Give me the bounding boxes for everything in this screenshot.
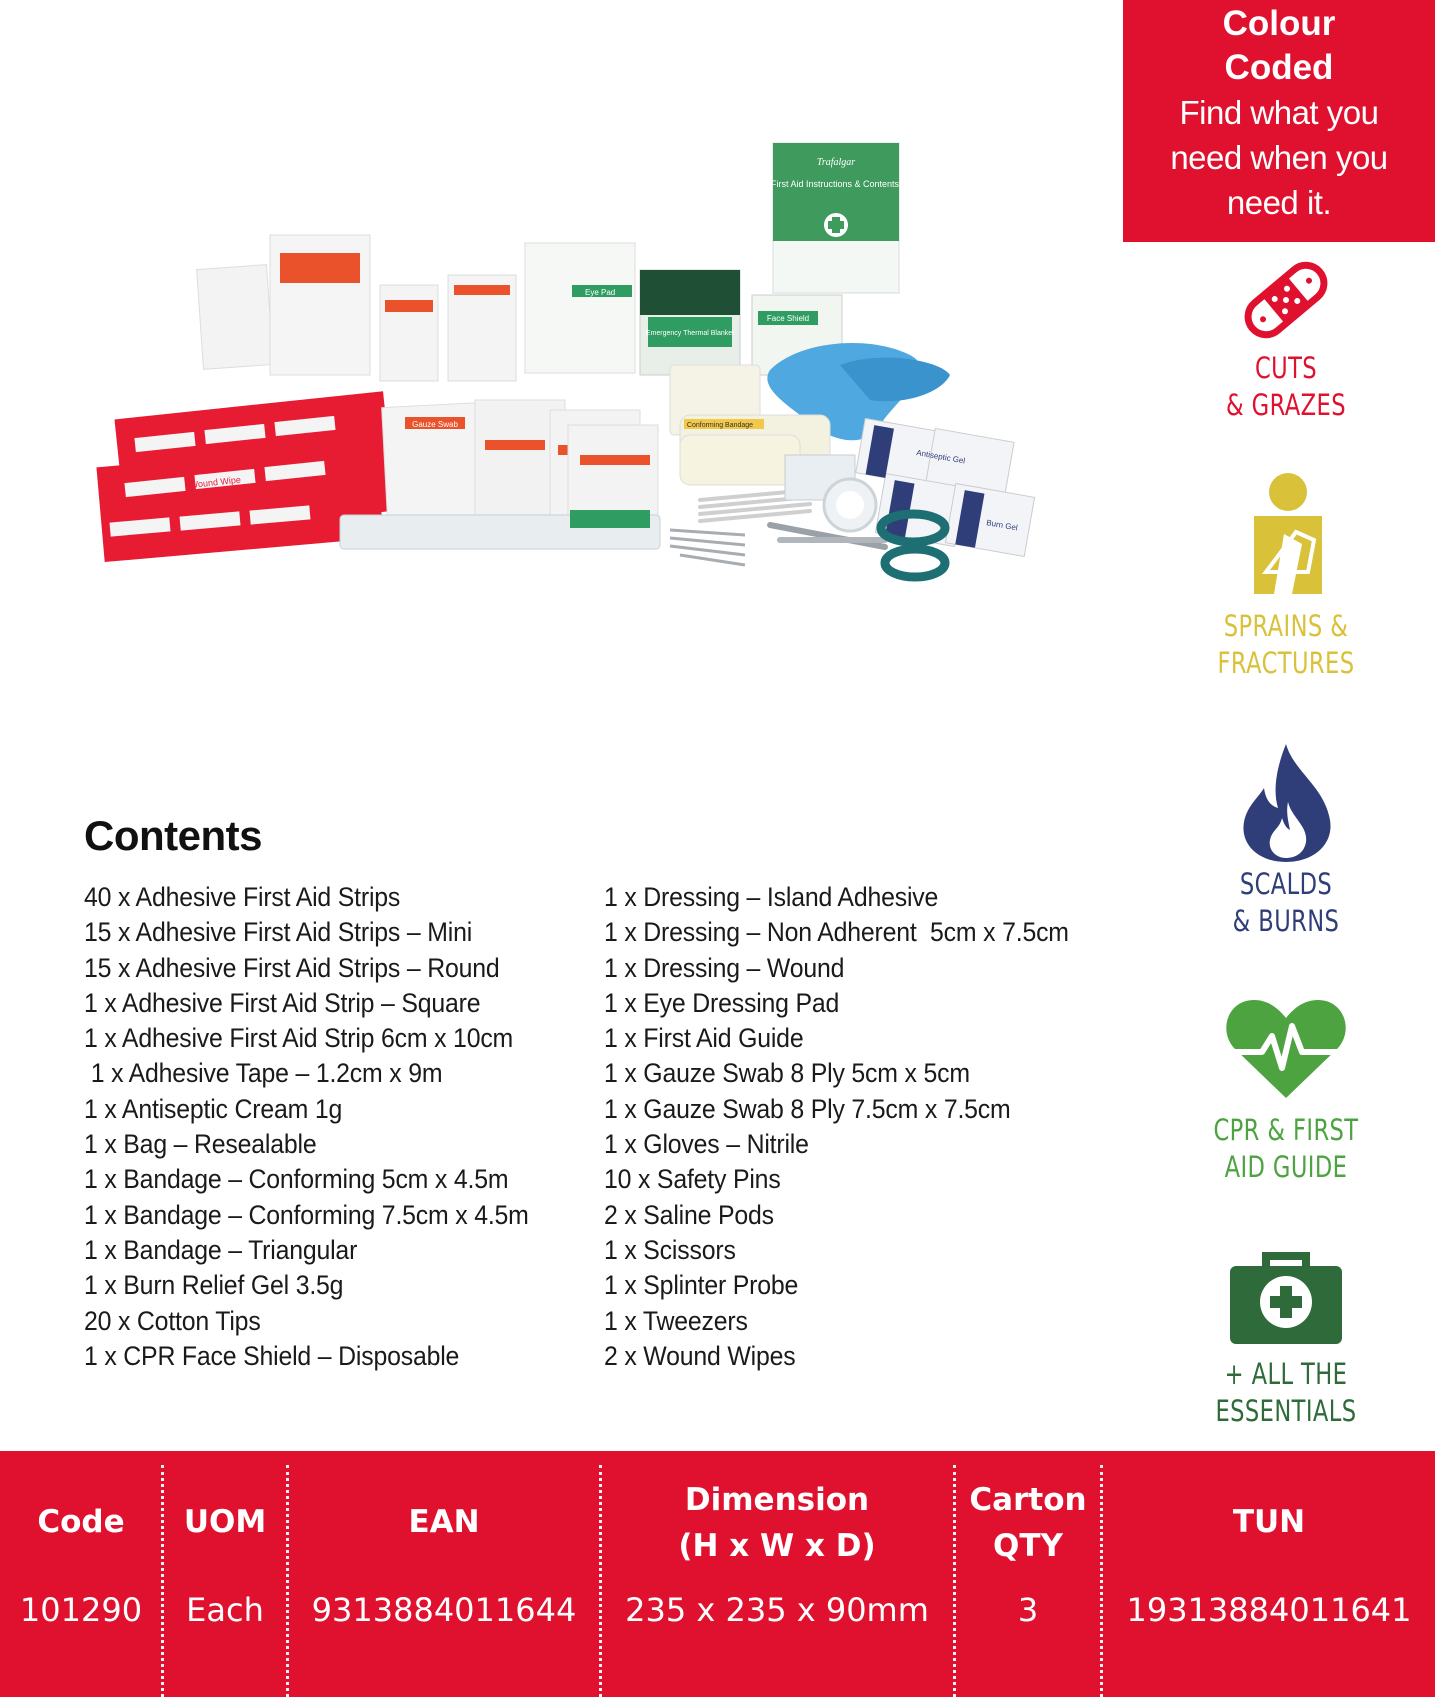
list-item: 2 x Saline Pods xyxy=(604,1199,774,1230)
bandage-label: Conforming Bandage xyxy=(686,422,754,429)
list-item: 1 x First Aid Guide xyxy=(604,1023,804,1054)
callout-sub-line3: need it. xyxy=(1226,184,1332,221)
heart-pulse-icon xyxy=(1222,996,1350,1100)
callout-sub-line2: need when you xyxy=(1170,139,1388,176)
sling-arm-icon xyxy=(1236,472,1336,600)
antiseptic-label: Antiseptic Gel xyxy=(915,448,966,466)
list-item: 1 x Antiseptic Cream 1g xyxy=(84,1093,343,1124)
contents-heading: Contents xyxy=(84,812,262,859)
list-item: 1 x Bag – Resealable xyxy=(84,1129,317,1160)
face-shield-label: Face Shield xyxy=(766,314,810,323)
list-item: 1 x Dressing – Non Adherent 5cm x 7.5cm xyxy=(604,917,1069,948)
list-item: 1 x Adhesive First Aid Strip – Square xyxy=(84,987,481,1018)
list-item: 1 x CPR Face Shield – Disposable xyxy=(84,1340,460,1371)
spec-header-uom: UOM xyxy=(183,1504,267,1540)
list-item: 1 x Adhesive Tape – 1.2cm x 9m xyxy=(84,1058,443,1089)
category-scalds-line1: SCALDS xyxy=(1239,867,1333,901)
category-cpr-line2: AID GUIDE xyxy=(1224,1150,1348,1184)
spec-col-code xyxy=(0,1451,162,1697)
category-scalds-burns xyxy=(1186,744,1386,940)
spec-header-carton-line2: QTY xyxy=(993,1528,1063,1564)
category-cuts-line2: & GRAZES xyxy=(1226,388,1346,422)
burn-gel-label: Burn Gel xyxy=(985,518,1019,533)
category-cpr-guide xyxy=(1186,996,1386,1186)
first-aid-kit-icon xyxy=(1228,1248,1344,1346)
callout-title-line1: Colour xyxy=(1222,4,1336,43)
category-cuts-line1: CUTS xyxy=(1254,351,1318,385)
list-item: 40 x Adhesive First Aid Strips xyxy=(84,882,401,912)
category-essentials-line2: ESSENTIALS xyxy=(1215,1394,1357,1428)
guide-brand: Trafalgar xyxy=(816,157,856,168)
list-item: 1 x Dressing – Island Adhesive xyxy=(604,882,939,912)
list-item: 1 x Gauze Swab 8 Ply 7.5cm x 7.5cm xyxy=(604,1093,1011,1124)
colour-coded-callout xyxy=(1123,0,1435,242)
category-essentials-line1: + ALL THE xyxy=(1224,1357,1348,1391)
eye-pad-label: Eye Pad xyxy=(585,288,616,297)
list-item: 1 x Bandage – Conforming 7.5cm x 4.5m xyxy=(84,1199,529,1230)
list-item: 20 x Cotton Tips xyxy=(84,1305,261,1336)
first-aid-contents-illustration xyxy=(80,135,1160,635)
wound-wipe-label: Wound Wipe xyxy=(189,474,242,490)
category-cpr-line1: CPR & FIRST xyxy=(1213,1113,1359,1147)
category-cuts-grazes xyxy=(1186,256,1386,424)
spec-value-ean: 9313884011644 xyxy=(311,1591,577,1629)
bandage-icon xyxy=(1238,256,1334,344)
contents-column-1 xyxy=(84,880,567,1374)
spec-col-uom xyxy=(164,1451,286,1697)
spec-header-code: Code xyxy=(37,1504,125,1540)
product-photo xyxy=(80,135,1160,635)
category-scalds-line2: & BURNS xyxy=(1232,904,1340,938)
list-item: 1 x Adhesive First Aid Strip 6cm x 10cm xyxy=(84,1023,514,1054)
list-item: 1 x Bandage – Triangular xyxy=(84,1234,358,1265)
list-item: 2 x Wound Wipes xyxy=(604,1340,796,1371)
spec-header-ean: EAN xyxy=(408,1504,480,1540)
callout-title-line2: Coded xyxy=(1224,48,1334,87)
category-sprains-fractures xyxy=(1186,472,1386,682)
contents-column-2 xyxy=(604,880,1109,1374)
category-sprains-line2: FRACTURES xyxy=(1217,646,1355,680)
spec-header-dimension-line1: Dimension xyxy=(684,1482,870,1518)
spec-col-ean xyxy=(289,1451,599,1697)
spec-value-carton: 3 xyxy=(1017,1591,1039,1629)
spec-value-tun: 19313884011641 xyxy=(1126,1591,1412,1629)
spec-header-tun: TUN xyxy=(1232,1504,1306,1540)
list-item: 10 x Safety Pins xyxy=(604,1164,781,1195)
spec-header-carton-line1: Carton xyxy=(969,1482,1087,1518)
list-item: 15 x Adhesive First Aid Strips – Mini xyxy=(84,917,473,948)
spec-header-dimension-line2: (H x W x D) xyxy=(678,1528,876,1564)
guide-title: Basic First Aid Instructions & Contents Guide xyxy=(746,179,926,189)
list-item: 1 x Splinter Probe xyxy=(604,1270,799,1301)
spec-value-uom: Each xyxy=(186,1591,264,1629)
spec-col-tun xyxy=(1103,1451,1435,1697)
list-item: 1 x Bandage – Conforming 5cm x 4.5m xyxy=(84,1164,509,1195)
list-item: 1 x Scissors xyxy=(604,1234,736,1265)
list-item: 15 x Adhesive First Aid Strips – Round xyxy=(84,952,500,983)
list-item: 1 x Eye Dressing Pad xyxy=(604,987,840,1018)
list-item: 1 x Gauze Swab 8 Ply 5cm x 5cm xyxy=(604,1058,970,1089)
spec-value-dimension: 235 x 235 x 90mm xyxy=(625,1591,929,1629)
flame-icon xyxy=(1236,744,1336,862)
spec-table xyxy=(0,1451,1435,1697)
list-item: 1 x Dressing – Wound xyxy=(604,952,845,983)
category-sprains-line1: SPRAINS & xyxy=(1223,609,1349,643)
blanket-label: Emergency Thermal Blanket xyxy=(645,330,735,337)
category-essentials xyxy=(1186,1248,1386,1430)
callout-sub-line1: Find what you xyxy=(1179,94,1379,131)
list-item: 1 x Tweezers xyxy=(604,1305,748,1336)
list-item: 1 x Burn Relief Gel 3.5g xyxy=(84,1270,344,1301)
gauze-label: Gauze Swab xyxy=(412,420,458,429)
spec-col-carton xyxy=(956,1451,1100,1697)
spec-col-dimension xyxy=(602,1451,952,1697)
spec-value-code: 101290 xyxy=(19,1591,143,1629)
list-item: 1 x Gloves – Nitrile xyxy=(604,1129,809,1160)
